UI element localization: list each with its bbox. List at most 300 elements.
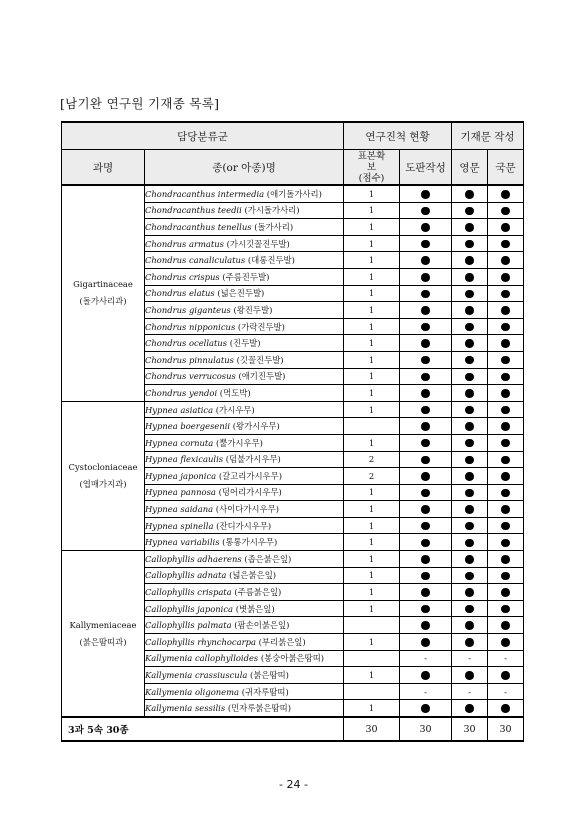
filled-dot-icon xyxy=(421,422,430,431)
filled-dot-icon xyxy=(501,472,510,481)
illustration-status: - xyxy=(400,683,452,700)
english-status xyxy=(452,418,488,435)
filled-dot-icon xyxy=(421,406,430,415)
species-korean-name: (주름붉은잎) xyxy=(234,587,282,598)
specimen-count: 1 xyxy=(344,634,400,651)
filled-dot-icon xyxy=(421,223,430,232)
species-cell xyxy=(145,617,344,634)
specimen-count xyxy=(344,683,400,700)
illustration-status xyxy=(400,534,452,551)
filled-dot-icon xyxy=(421,522,430,531)
table-body xyxy=(62,185,524,717)
species-korean-name: (넓은붉은잎) xyxy=(229,570,277,581)
korean-status xyxy=(488,634,524,651)
species-latin-name: Hypnea cornuta xyxy=(145,437,214,448)
filled-dot-icon xyxy=(465,389,474,398)
illustration-status xyxy=(400,202,452,219)
illustration-status xyxy=(400,468,452,485)
species-latin-name: Kallymenia callophylloides xyxy=(145,653,259,664)
species-korean-name: (애기돌가사리) xyxy=(266,188,322,199)
species-latin-name: Chondrus yendoi xyxy=(145,387,218,398)
header-specimens-line3: (점수) xyxy=(358,172,385,184)
species-latin-name: Hypnea pannosa xyxy=(145,487,216,498)
filled-dot-icon xyxy=(465,223,474,232)
species-cell xyxy=(145,235,344,252)
filled-dot-icon xyxy=(421,339,430,348)
total-summary: 3과 5속 30종 xyxy=(62,717,344,741)
species-cell xyxy=(145,683,344,700)
filled-dot-icon xyxy=(465,323,474,332)
illustration-status xyxy=(400,235,452,252)
species-cell xyxy=(145,202,344,219)
english-status xyxy=(452,501,488,518)
english-status: - xyxy=(452,683,488,700)
species-korean-name: (볏붉은잎) xyxy=(235,603,275,614)
illustration-status xyxy=(400,501,452,518)
korean-status xyxy=(488,434,524,451)
specimen-count: 1 xyxy=(344,219,400,236)
total-row xyxy=(62,717,524,741)
filled-dot-icon xyxy=(465,555,474,564)
korean-status xyxy=(488,600,524,617)
illustration-status xyxy=(400,634,452,651)
filled-dot-icon xyxy=(465,339,474,348)
filled-dot-icon xyxy=(501,406,510,415)
filled-dot-icon xyxy=(465,621,474,630)
filled-dot-icon xyxy=(421,671,430,680)
family-name: Cystocloniaceae xyxy=(68,461,138,472)
filled-dot-icon xyxy=(501,273,510,282)
filled-dot-icon xyxy=(501,389,510,398)
english-status xyxy=(452,252,488,269)
species-korean-name: (진두발) xyxy=(229,338,261,349)
species-latin-name: Hypnea asiatica xyxy=(145,404,214,415)
korean-status xyxy=(488,202,524,219)
specimen-count: 1 xyxy=(344,351,400,368)
korean-status xyxy=(488,567,524,584)
filled-dot-icon xyxy=(421,456,430,465)
species-cell xyxy=(145,252,344,269)
filled-dot-icon xyxy=(421,240,430,249)
filled-dot-icon xyxy=(465,306,474,315)
species-latin-name: Chondrus giganteus xyxy=(145,304,231,315)
specimen-count: 1 xyxy=(344,202,400,219)
korean-status xyxy=(488,318,524,335)
english-status: - xyxy=(452,650,488,667)
illustration-status xyxy=(400,318,452,335)
species-korean-name: (먹도박) xyxy=(219,387,251,398)
filled-dot-icon xyxy=(421,256,430,265)
species-latin-name: Hypnea spinella xyxy=(145,520,214,531)
specimen-count: 1 xyxy=(344,517,400,534)
english-status xyxy=(452,268,488,285)
filled-dot-icon xyxy=(501,306,510,315)
species-korean-name: (부리붉은잎) xyxy=(258,636,306,647)
korean-status xyxy=(488,484,524,501)
filled-dot-icon xyxy=(421,555,430,564)
filled-dot-icon xyxy=(501,638,510,647)
species-korean-name: (대롱진두발) xyxy=(247,255,295,266)
species-latin-name: Chondracanthus intermedia xyxy=(145,188,265,199)
illustration-status xyxy=(400,401,452,418)
species-latin-name: Chondrus crispus xyxy=(145,271,220,282)
specimen-count: 1 xyxy=(344,318,400,335)
species-latin-name: Chondrus canaliculatus xyxy=(145,255,246,266)
filled-dot-icon xyxy=(501,339,510,348)
filled-dot-icon xyxy=(421,704,430,713)
species-latin-name: Chondrus pinnulatus xyxy=(145,354,234,365)
header-research-progress: 연구진척 현황 xyxy=(344,122,452,150)
illustration-status xyxy=(400,434,452,451)
filled-dot-icon xyxy=(465,439,474,448)
table-row xyxy=(62,185,524,202)
korean-status xyxy=(488,451,524,468)
document-title: [남기완 연구원 기재종 목록] xyxy=(60,96,220,111)
specimen-count: 1 xyxy=(344,268,400,285)
species-cell xyxy=(145,650,344,667)
table-row xyxy=(62,401,524,418)
species-cell xyxy=(145,335,344,352)
specimen-count: 1 xyxy=(344,600,400,617)
illustration-status xyxy=(400,567,452,584)
filled-dot-icon xyxy=(501,223,510,232)
total-korean: 30 xyxy=(488,717,524,741)
species-latin-name: Chondrus armatus xyxy=(145,238,224,249)
english-status xyxy=(452,219,488,236)
species-cell xyxy=(145,534,344,551)
filled-dot-icon xyxy=(465,588,474,597)
species-cell xyxy=(145,451,344,468)
species-cell xyxy=(145,584,344,601)
specimen-count: 1 xyxy=(344,501,400,518)
english-status xyxy=(452,302,488,319)
species-cell xyxy=(145,567,344,584)
filled-dot-icon xyxy=(421,273,430,282)
header-family: 과명 xyxy=(62,150,145,186)
filled-dot-icon xyxy=(421,356,430,365)
filled-dot-icon xyxy=(501,572,510,581)
korean-status xyxy=(488,302,524,319)
specimen-count xyxy=(344,617,400,634)
filled-dot-icon xyxy=(421,605,430,614)
species-cell xyxy=(145,501,344,518)
filled-dot-icon xyxy=(501,489,510,498)
species-korean-name: (주름진두발) xyxy=(222,271,270,282)
filled-dot-icon xyxy=(501,240,510,249)
filled-dot-icon xyxy=(421,472,430,481)
species-korean-name: (왕가시우무) xyxy=(232,421,280,432)
illustration-status xyxy=(400,252,452,269)
korean-status xyxy=(488,268,524,285)
species-latin-name: Kallymenia crassiuscula xyxy=(145,670,248,681)
filled-dot-icon xyxy=(465,572,474,581)
filled-dot-icon xyxy=(501,522,510,531)
illustration-status xyxy=(400,451,452,468)
species-korean-name: (애기진두발) xyxy=(238,371,286,382)
species-cell xyxy=(145,285,344,302)
header-illustration: 도판작성 xyxy=(400,150,452,186)
species-cell xyxy=(145,700,344,717)
english-status xyxy=(452,185,488,202)
filled-dot-icon xyxy=(465,240,474,249)
filled-dot-icon xyxy=(465,406,474,415)
korean-status xyxy=(488,368,524,385)
filled-dot-icon xyxy=(501,190,510,199)
filled-dot-icon xyxy=(421,621,430,630)
illustration-status xyxy=(400,385,452,402)
filled-dot-icon xyxy=(465,356,474,365)
species-korean-name: (돌가사리) xyxy=(254,221,294,232)
illustration-status xyxy=(400,700,452,717)
specimen-count: 1 xyxy=(344,302,400,319)
korean-status xyxy=(488,617,524,634)
english-status xyxy=(452,600,488,617)
english-status xyxy=(452,634,488,651)
family-cell xyxy=(62,401,145,550)
filled-dot-icon xyxy=(421,638,430,647)
specimen-count: 1 xyxy=(344,235,400,252)
english-status xyxy=(452,401,488,418)
family-name: Gigartinaceae xyxy=(73,279,133,290)
english-status xyxy=(452,434,488,451)
english-status xyxy=(452,468,488,485)
english-status xyxy=(452,451,488,468)
table-row xyxy=(62,551,524,568)
species-korean-name: (좁은붉은잎) xyxy=(244,553,292,564)
species-korean-name: (봉숭아붉은땀띠) xyxy=(260,653,325,664)
english-status xyxy=(452,567,488,584)
filled-dot-icon xyxy=(465,373,474,382)
english-status xyxy=(452,285,488,302)
family-cell xyxy=(62,185,145,401)
filled-dot-icon xyxy=(465,605,474,614)
page-number: - 24 - xyxy=(279,778,308,791)
filled-dot-icon xyxy=(465,290,474,299)
specimen-count: 1 xyxy=(344,551,400,568)
filled-dot-icon xyxy=(501,422,510,431)
korean-status xyxy=(488,534,524,551)
header-classification: 담당분류군 xyxy=(62,122,344,150)
korean-status xyxy=(488,252,524,269)
filled-dot-icon xyxy=(421,373,430,382)
species-cell xyxy=(145,268,344,285)
family-korean-name: (돌가사리과) xyxy=(79,296,127,307)
illustration-status xyxy=(400,667,452,684)
filled-dot-icon xyxy=(501,456,510,465)
filled-dot-icon xyxy=(465,472,474,481)
species-korean-name: (가락진두발) xyxy=(237,321,285,332)
species-korean-name: (덤불가시우무) xyxy=(225,454,281,465)
korean-status xyxy=(488,667,524,684)
species-cell xyxy=(145,302,344,319)
illustration-status xyxy=(400,351,452,368)
filled-dot-icon xyxy=(501,323,510,332)
species-korean-name: (넓은진두발) xyxy=(217,288,265,299)
korean-status xyxy=(488,468,524,485)
species-cell xyxy=(145,667,344,684)
filled-dot-icon xyxy=(421,489,430,498)
species-latin-name: Callophyllis adnata xyxy=(145,570,227,581)
english-status xyxy=(452,318,488,335)
species-korean-name: (깃꼴진두발) xyxy=(236,354,284,365)
english-status xyxy=(452,667,488,684)
illustration-status xyxy=(400,418,452,435)
korean-status xyxy=(488,551,524,568)
species-korean-name: (잔디가시우무) xyxy=(216,520,272,531)
filled-dot-icon xyxy=(421,505,430,514)
english-status xyxy=(452,335,488,352)
header-species: 종(or 아종)명 xyxy=(145,150,344,186)
total-specimens: 30 xyxy=(344,717,400,741)
illustration-status xyxy=(400,335,452,352)
species-latin-name: Chondracanthus tenellus xyxy=(145,221,252,232)
illustration-status xyxy=(400,219,452,236)
specimen-count: 1 xyxy=(344,700,400,717)
species-latin-name: Hypnea flexicaulis xyxy=(145,454,224,465)
species-latin-name: Callophyllis crispata xyxy=(145,587,232,598)
illustration-status xyxy=(400,285,452,302)
species-latin-name: Callophyllis palmata xyxy=(145,620,232,631)
filled-dot-icon xyxy=(501,373,510,382)
english-status xyxy=(452,202,488,219)
filled-dot-icon xyxy=(501,605,510,614)
english-status xyxy=(452,368,488,385)
filled-dot-icon xyxy=(421,389,430,398)
species-cell xyxy=(145,351,344,368)
species-latin-name: Chondracanthus teedii xyxy=(145,205,242,216)
illustration-status xyxy=(400,617,452,634)
korean-status: - xyxy=(488,650,524,667)
specimen-count: 1 xyxy=(344,567,400,584)
english-status xyxy=(452,385,488,402)
species-korean-name: (가시우무) xyxy=(215,404,255,415)
specimen-count: 1 xyxy=(344,484,400,501)
species-cell xyxy=(145,219,344,236)
filled-dot-icon xyxy=(421,439,430,448)
filled-dot-icon xyxy=(501,505,510,514)
species-latin-name: Callophyllis adhaerens xyxy=(145,553,242,564)
species-latin-name: Kallymenia sessilis xyxy=(145,703,226,714)
species-korean-name: (갈고리가시우무) xyxy=(218,470,282,481)
filled-dot-icon xyxy=(421,207,430,216)
total-english: 30 xyxy=(452,717,488,741)
english-status xyxy=(452,700,488,717)
korean-status xyxy=(488,700,524,717)
header-korean: 국문 xyxy=(488,150,524,186)
species-cell xyxy=(145,185,344,202)
illustration-status xyxy=(400,551,452,568)
korean-status xyxy=(488,584,524,601)
species-korean-name: (민자루붉은땀띠) xyxy=(227,703,291,714)
illustration-status xyxy=(400,268,452,285)
filled-dot-icon xyxy=(465,638,474,647)
species-cell xyxy=(145,434,344,451)
species-latin-name: Callophyllis rhynchocarpa xyxy=(145,636,256,647)
filled-dot-icon xyxy=(501,704,510,713)
english-status xyxy=(452,617,488,634)
english-status xyxy=(452,351,488,368)
specimen-count: 2 xyxy=(344,451,400,468)
filled-dot-icon xyxy=(501,588,510,597)
specimen-count xyxy=(344,650,400,667)
filled-dot-icon xyxy=(465,422,474,431)
illustration-status xyxy=(400,484,452,501)
species-latin-name: Hypnea variabilis xyxy=(145,537,220,548)
filled-dot-icon xyxy=(501,256,510,265)
species-latin-name: Hypnea saidana xyxy=(145,504,214,515)
illustration-status xyxy=(400,584,452,601)
header-specimens xyxy=(344,150,400,186)
filled-dot-icon xyxy=(421,539,430,548)
species-cell xyxy=(145,634,344,651)
filled-dot-icon xyxy=(465,190,474,199)
family-korean-name: (붉은땀띠과) xyxy=(79,636,127,647)
specimen-count: 1 xyxy=(344,401,400,418)
species-cell xyxy=(145,368,344,385)
filled-dot-icon xyxy=(501,555,510,564)
species-korean-name: (붉은땀띠) xyxy=(250,670,289,681)
filled-dot-icon xyxy=(501,539,510,548)
filled-dot-icon xyxy=(421,323,430,332)
korean-status xyxy=(488,385,524,402)
korean-status xyxy=(488,185,524,202)
english-status xyxy=(452,551,488,568)
filled-dot-icon xyxy=(465,539,474,548)
species-cell xyxy=(145,318,344,335)
species-cell xyxy=(145,418,344,435)
english-status xyxy=(452,534,488,551)
species-latin-name: Callophyllis japonica xyxy=(145,603,234,614)
specimen-count: 1 xyxy=(344,667,400,684)
korean-status xyxy=(488,335,524,352)
filled-dot-icon xyxy=(465,522,474,531)
specimen-count: 1 xyxy=(344,368,400,385)
korean-status xyxy=(488,285,524,302)
specimen-count: 1 xyxy=(344,534,400,551)
illustration-status xyxy=(400,185,452,202)
filled-dot-icon xyxy=(465,273,474,282)
species-latin-name: Hypnea japonica xyxy=(145,470,217,481)
species-latin-name: Chondrus elatus xyxy=(145,288,215,299)
illustration-status xyxy=(400,368,452,385)
species-latin-name: Chondrus ocellatus xyxy=(145,338,228,349)
filled-dot-icon xyxy=(421,572,430,581)
species-korean-name: (가시깃꼴진두발) xyxy=(226,238,290,249)
total-illustration: 30 xyxy=(400,717,452,741)
specimen-count: 1 xyxy=(344,285,400,302)
filled-dot-icon xyxy=(501,439,510,448)
korean-status xyxy=(488,351,524,368)
illustration-status xyxy=(400,600,452,617)
korean-status: - xyxy=(488,683,524,700)
specimen-count: 1 xyxy=(344,385,400,402)
specimen-count: 1 xyxy=(344,335,400,352)
filled-dot-icon xyxy=(465,505,474,514)
filled-dot-icon xyxy=(501,671,510,680)
family-name: Kallymeniaceae xyxy=(69,619,137,630)
species-cell xyxy=(145,385,344,402)
specimen-count: 1 xyxy=(344,434,400,451)
korean-status xyxy=(488,418,524,435)
filled-dot-icon xyxy=(421,306,430,315)
specimen-count: 1 xyxy=(344,252,400,269)
filled-dot-icon xyxy=(421,190,430,199)
family-korean-name: (엽매가지과) xyxy=(79,478,127,489)
species-korean-name: (귀자루땀띠) xyxy=(241,686,289,697)
filled-dot-icon xyxy=(465,456,474,465)
species-cell xyxy=(145,484,344,501)
filled-dot-icon xyxy=(501,290,510,299)
